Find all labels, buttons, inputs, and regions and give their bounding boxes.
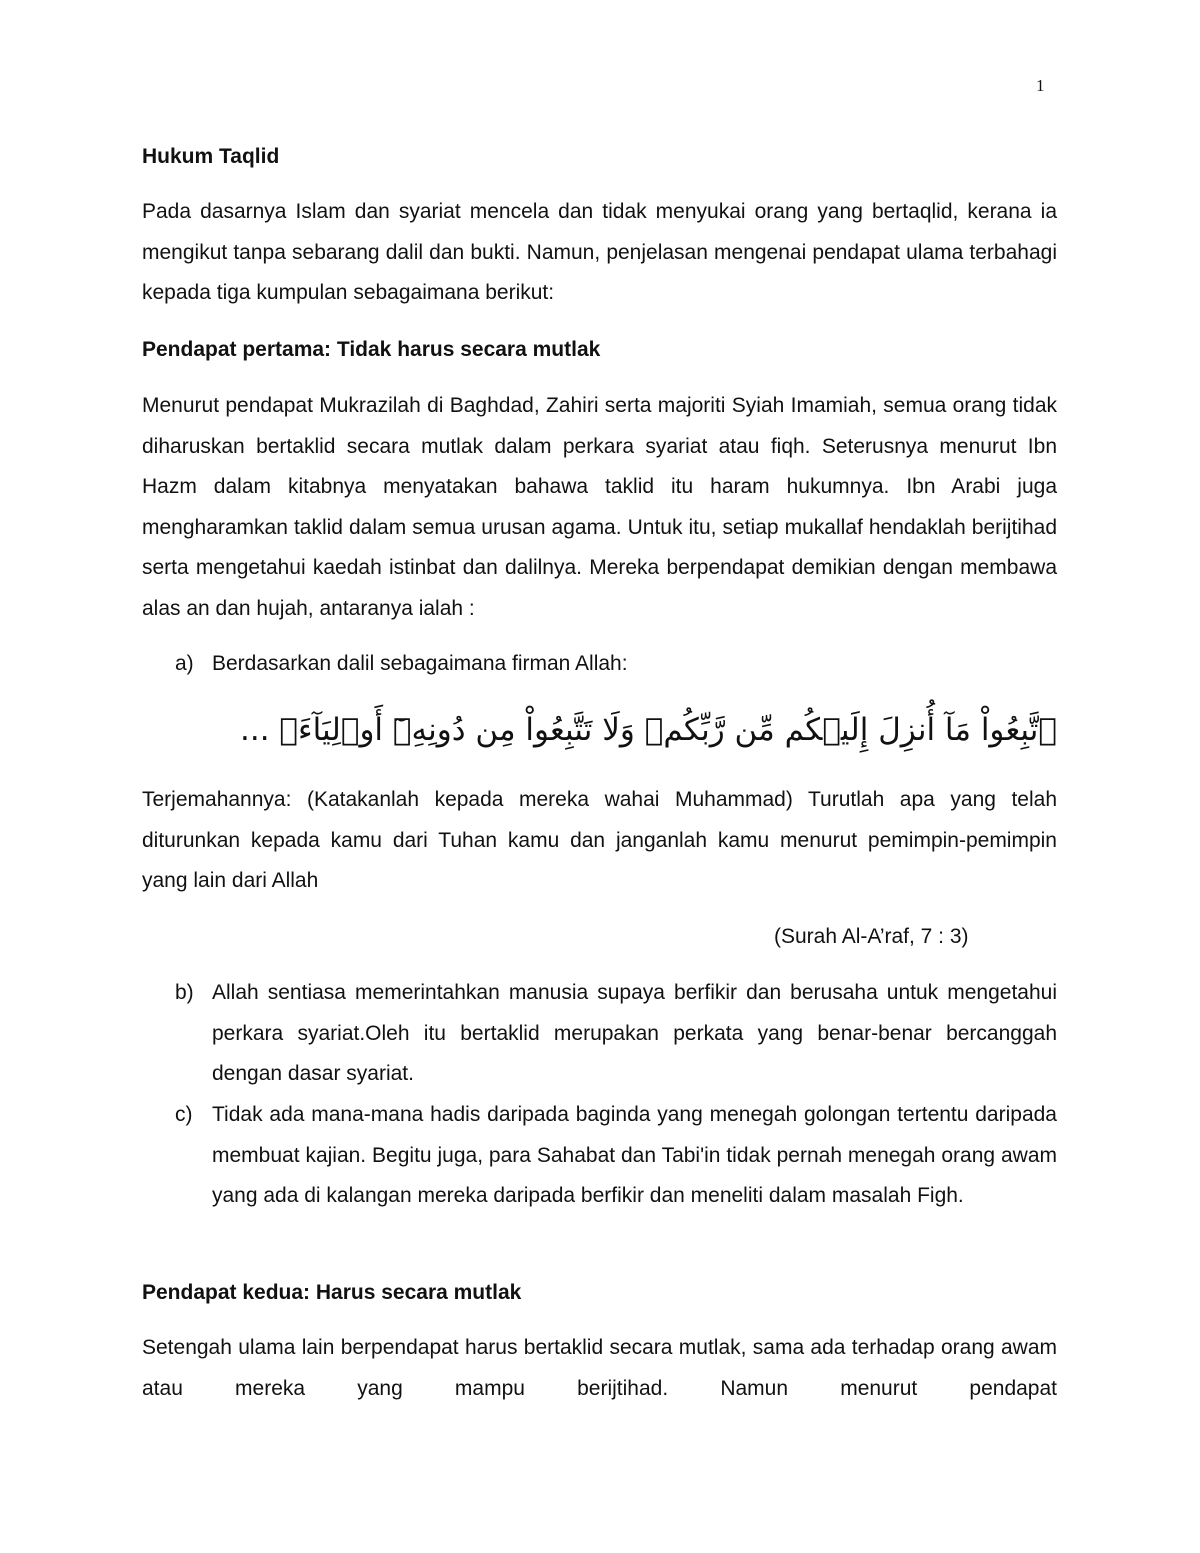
list-text-a: Berdasarkan dalil sebagaimana firman Allah: <box>212 652 628 675</box>
section1-paragraph: Menurut pendapat Mukrazilah di Baghdad, Zahiri serta majoriti Syiah Imamiah, semua orang tidak diharuskan bertaklid secara mutlak dalam perkara syariat atau fiqh. Seterusnya menurut Ibn Hazm dalam kitabnya menyatakan bahawa taklid itu haram hukumnya. Ibn Arabi juga mengharamkan taklid dalam semua urusan agama. Untuk itu, setiap mukallaf hendaklah berijtihad serta mengetahui kaedah istinbat dan dalilnya. Mereka berpendapat demikian dengan membawa alas an dan hujah, antaranya ialah : <box>142 394 1057 620</box>
intro-paragraph: Pada dasarnya Islam dan syariat mencela dan tidak menyukai orang yang bertaqlid, kerana ia mengikut tanpa sebarang dalil dan bukti. Namun, penjelasan mengenai pendapat ulama terbahagi kepada tiga kumpulan sebagaimana berikut: <box>142 200 1057 304</box>
arabic-verse: ٱتَّبِعُواْ مَآ أُنزِلَ إِلَيۡكُم مِّن رَّبِّكُمۡ وَلَا تَتَّبِعُواْ مِن دُونِهِۦٓ أَوۡلِيَآءَۗ ... <box>240 712 1057 748</box>
verse-citation: (Surah Al-A’raf, 7 : 3) <box>774 925 969 948</box>
list-item-a <box>142 644 1057 685</box>
section1-heading: Pendapat pertama: Tidak harus secara mutlak <box>142 338 601 361</box>
page-number: 1 <box>1036 76 1045 95</box>
verse-translation: Terjemahannya: (Katakanlah kepada mereka wahai Muhammad) Turutlah apa yang telah diturunkan kepada kamu dari Tuhan kamu dan janganlah kamu menurut pemimpin-pemimpin yang lain dari Allah <box>142 788 1057 892</box>
list-marker-a: a) <box>175 652 194 675</box>
list-text-c: Tidak ada mana-mana hadis daripada baginda yang menegah golongan tertentu daripada membuat kajian. Begitu juga, para Sahabat dan Tabi'in tidak pernah menegah orang awam yang ada di kalangan mereka daripada berfikir dan meneliti dalam masalah Figh. <box>212 1103 1057 1207</box>
list-marker-c: c) <box>175 1103 193 1126</box>
list-item-c <box>142 1095 1057 1217</box>
list-marker-b: b) <box>175 981 194 1004</box>
section2-paragraph: Setengah ulama lain berpendapat harus bertaklid secara mutlak, sama ada terhadap orang awam atau mereka yang mampu berijtihad. Namun menurut pendapat <box>142 1336 1057 1400</box>
section2-heading: Pendapat kedua: Harus secara mutlak <box>142 1281 522 1304</box>
list-item-b <box>142 973 1057 1095</box>
document-title: Hukum Taqlid <box>142 145 280 168</box>
list-text-b: Allah sentiasa memerintahkan manusia supaya berfikir dan berusaha untuk mengetahui perkara syariat.Oleh itu bertaklid merupakan perkata yang benar-benar bercanggah dengan dasar syariat. <box>212 981 1057 1085</box>
